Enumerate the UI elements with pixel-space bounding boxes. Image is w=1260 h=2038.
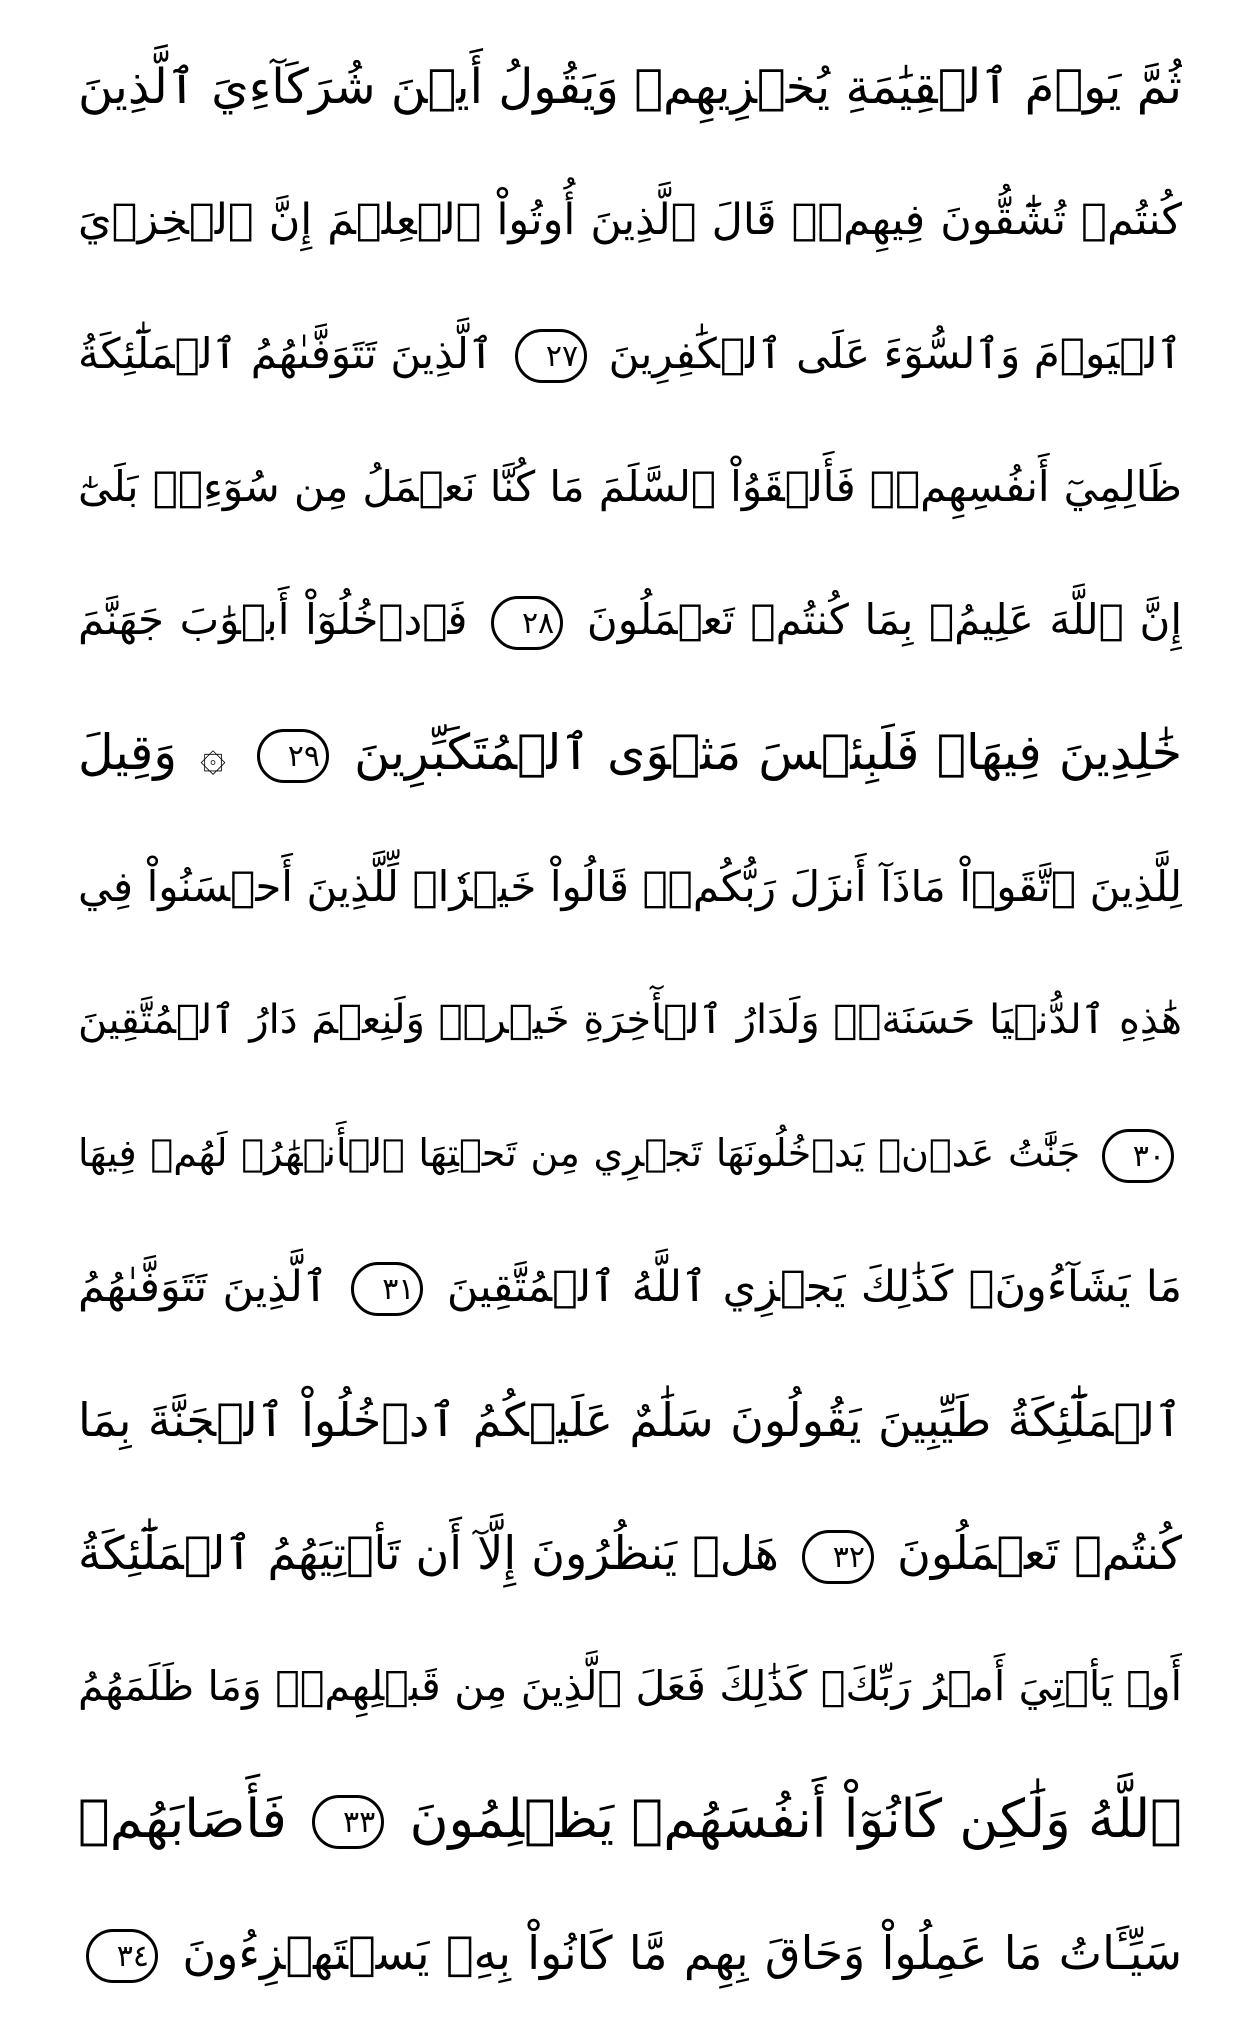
verse-line bbox=[78, 430, 1182, 544]
verse-text: ٱلۡمَلَٰٓئِكَةُ طَيِّبِينَ يَقُولُونَ سَلَٰمٌ عَلَيۡكُمُ ٱدۡخُلُواْ ٱلۡجَنَّةَ بِمَا bbox=[78, 1392, 1182, 1447]
ayah-number-marker: ٣٤ bbox=[86, 1929, 158, 1983]
verse-line bbox=[78, 696, 1182, 810]
verse-text: ٱلۡيَوۡمَ وَٱلسُّوٓءَ عَلَى ٱلۡكَٰفِرِينَ bbox=[608, 328, 1182, 378]
verse-text: كُنتُمۡ تَعۡمَلُونَ bbox=[897, 1526, 1182, 1581]
verse-line bbox=[78, 1230, 1182, 1344]
verse-text: أَوۡ يَأۡتِيَ أَمۡرُ رَبِّكَۚ كَذَٰلِكَ فَعَلَ ٱلَّذِينَ مِن قَبۡلِهِمۡۚ وَمَا ظَلَمَهُمُ bbox=[78, 1662, 1182, 1711]
verse-text: سَيِّـَٔاتُ مَا عَمِلُواْ وَحَاقَ بِهِم مَّا كَانُواْ بِهِۦ يَسۡتَهۡزِءُونَ bbox=[182, 1925, 1182, 1980]
ayah-number-marker: ٣١ bbox=[351, 1262, 423, 1316]
verse-line bbox=[78, 1496, 1182, 1610]
verse-line bbox=[78, 1896, 1182, 2010]
ayah-number-marker: ٢٨ bbox=[491, 596, 563, 650]
verse-text: ٱلَّذِينَ تَتَوَفَّىٰهُمُ bbox=[78, 1261, 329, 1312]
verse-text: جَنَّٰتُ عَدۡنٖ يَدۡخُلُونَهَا تَجۡرِي مِن تَحۡتِهَا ٱلۡأَنۡهَٰرُۖ لَهُمۡ فِيهَا bbox=[78, 1131, 1081, 1176]
verse-text: فَٱدۡخُلُوٓاْ أَبۡوَٰبَ جَهَنَّمَ bbox=[78, 595, 468, 645]
verse-text: ظَالِمِيٓ أَنفُسِهِمۡۖ فَأَلۡقَوُاْ ٱلسَّلَمَ مَا كُنَّا نَعۡمَلُ مِن سُوٓءِۭۚ بَلَىٰٓ bbox=[78, 461, 1182, 511]
verse-text: كُنتُمۡ تُشَٰٓقُّونَ فِيهِمۡۚ قَالَ ٱلَّذِينَ أُوتُواْ ٱلۡعِلۡمَ إِنَّ ٱلۡخِزۡيَ bbox=[78, 195, 1182, 246]
rub-el-hizb-icon: ۞ bbox=[200, 729, 226, 781]
verse-text: فَأَصَابَهُمۡ bbox=[78, 1788, 287, 1850]
verse-line bbox=[78, 1096, 1182, 1210]
ayah-number-marker: ٢٧ bbox=[515, 329, 587, 383]
verse-line bbox=[78, 1363, 1182, 1477]
ayah-number-marker: ٢٩ bbox=[257, 729, 329, 783]
verse-line bbox=[78, 830, 1182, 944]
verse-text: ٱللَّهُ وَلَٰكِن كَانُوٓاْ أَنفُسَهُمۡ يَظۡلِمُونَ bbox=[409, 1788, 1182, 1850]
verse-text: إِنَّ ٱللَّهَ عَلِيمُۢ بِمَا كُنتُمۡ تَعۡمَلُونَ bbox=[586, 595, 1182, 645]
verse-lines bbox=[78, 30, 1182, 2010]
verse-text: خَٰلِدِينَ فِيهَاۖ فَلَبِئۡسَ مَثۡوَى ٱلۡمُتَكَبِّرِينَ bbox=[354, 724, 1182, 782]
verse-text: مَا يَشَآءُونَۚ كَذَٰلِكَ يَجۡزِي ٱللَّهُ ٱلۡمُتَّقِينَ bbox=[446, 1261, 1182, 1312]
verse-line bbox=[78, 30, 1182, 144]
verse-text: لِلَّذِينَ ٱتَّقَوۡاْ مَاذَآ أَنزَلَ رَبُّكُمۡۚ قَالُواْ خَيۡرٗاۗ لِّلَّذِينَ أَحۡسَنُواْ فِي bbox=[78, 861, 1182, 911]
verse-line bbox=[78, 963, 1182, 1077]
verse-line bbox=[78, 297, 1182, 411]
ayah-number-marker: ٣٠ bbox=[1102, 1129, 1174, 1183]
ayah-number-marker: ٣٣ bbox=[312, 1795, 384, 1849]
verse-line bbox=[78, 163, 1182, 277]
verse-text: ٱلَّذِينَ تَتَوَفَّىٰهُمُ ٱلۡمَلَٰٓئِكَةُ bbox=[78, 328, 494, 378]
ayah-number-marker: ٣٢ bbox=[802, 1530, 874, 1584]
verse-line bbox=[78, 563, 1182, 677]
verse-line bbox=[78, 1763, 1182, 1877]
verse-text: هَلۡ يَنظُرُونَ إِلَّآ أَن تَأۡتِيَهُمُ ٱلۡمَلَٰٓئِكَةُ bbox=[78, 1526, 779, 1581]
verse-text: وَقِيلَ bbox=[78, 724, 177, 782]
verse-line bbox=[78, 1629, 1182, 1743]
verse-text: هَٰذِهِ ٱلدُّنۡيَا حَسَنَةٞۚ وَلَدَارُ ٱلۡأٓخِرَةِ خَيۡرٞۚ وَلَنِعۡمَ دَارُ ٱلۡمُتَّقِينَ bbox=[78, 996, 1182, 1043]
verse-text: ثُمَّ يَوۡمَ ٱلۡقِيَٰمَةِ يُخۡزِيهِمۡ وَيَقُولُ أَيۡنَ شُرَكَآءِيَ ٱلَّذِينَ bbox=[78, 59, 1182, 115]
